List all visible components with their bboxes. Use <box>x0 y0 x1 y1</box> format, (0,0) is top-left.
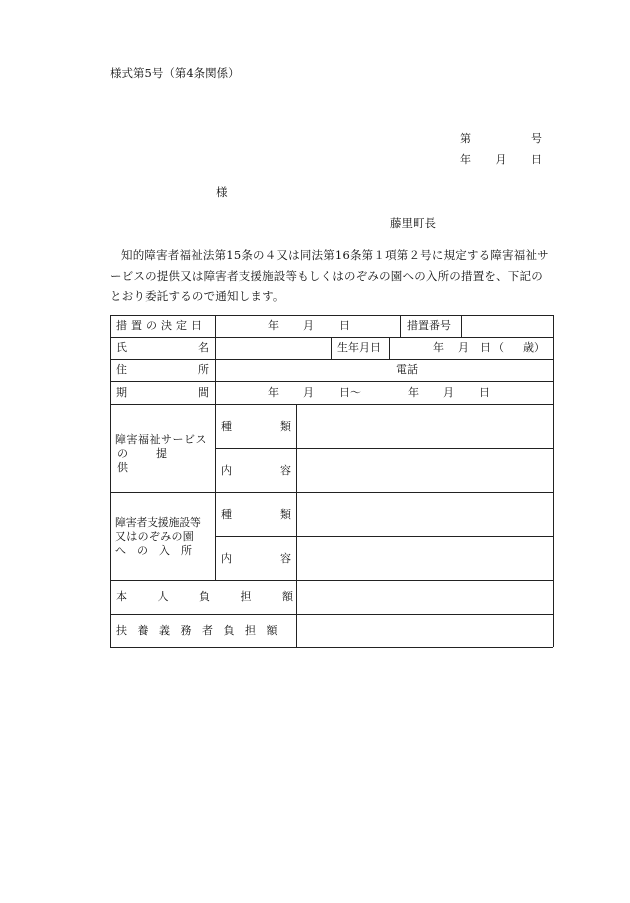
number-suffix: 号 <box>531 132 542 145</box>
table-line <box>110 580 553 581</box>
document-date <box>460 154 542 165</box>
decision-date-label: 措置の決定日 <box>116 319 206 332</box>
number-prefix: 第 <box>460 132 471 145</box>
table-line <box>110 315 111 647</box>
facility-label-line3: への入所 <box>115 544 203 557</box>
sender-name: 藤里町長 <box>390 216 436 230</box>
content-label-right: 容 <box>280 464 291 477</box>
content-label-right: 容 <box>280 552 291 565</box>
period-label-right: 間 <box>198 386 209 399</box>
period-end-year: 年 <box>408 386 419 399</box>
table-line <box>110 614 553 615</box>
table-line <box>389 337 390 359</box>
body-paragraph: 知的障害者福祉法第15条の４又は同法第16条第１項第２号に規定する障害福祉サービスの提供又は障害者支援施設等もしくはのぞみの園への入所の措置を、下記のとおり委託するので通知します。 <box>110 248 549 303</box>
table-line <box>110 381 553 382</box>
birth-month: 月 <box>458 341 469 354</box>
table-line <box>215 536 553 537</box>
table-line <box>331 337 332 359</box>
age-close: 歳） <box>523 341 545 354</box>
period-end-month: 月 <box>443 386 454 399</box>
table-line <box>110 315 553 316</box>
name-label-right: 名 <box>198 341 209 354</box>
kind-label-right: 類 <box>280 420 291 433</box>
period-start-month: 月 <box>303 386 314 399</box>
age-open: （ <box>493 341 504 354</box>
kind-label-left: 種 <box>221 420 232 433</box>
address-label-left: 住 <box>116 363 127 376</box>
period-start-year: 年 <box>268 386 279 399</box>
document-number <box>460 133 542 144</box>
table-line <box>296 404 297 647</box>
decision-date-month: 月 <box>303 319 314 332</box>
date-month: 月 <box>495 153 507 166</box>
decision-date-day: 日 <box>339 319 350 332</box>
birth-day: 日 <box>480 341 491 354</box>
period-start-day: 日～ <box>339 386 361 399</box>
kind-label-right: 類 <box>280 508 291 521</box>
table-line <box>110 492 553 493</box>
date-year: 年 <box>460 153 471 166</box>
welfare-service-label-line2: の提供 <box>117 447 195 474</box>
table-line <box>553 315 554 647</box>
table-line <box>400 315 401 337</box>
measure-number-label: 措置番号 <box>407 319 451 332</box>
welfare-service-label-line1: 障害福祉サービス <box>115 433 207 446</box>
supporter-burden-label: 扶養義務者負担額 <box>116 624 288 637</box>
table-line <box>461 315 462 337</box>
facility-label-line1: 障害者支援施設等 <box>115 516 201 529</box>
content-label-left: 内 <box>221 464 232 477</box>
period-end-day: 日 <box>479 386 490 399</box>
table-line <box>110 404 553 405</box>
decision-date-year: 年 <box>268 319 279 332</box>
kind-label-left: 種 <box>221 508 232 521</box>
period-label-left: 期 <box>116 386 127 399</box>
date-day: 日 <box>531 153 542 166</box>
form-number: 様式第5号（第4条関係） <box>110 66 240 80</box>
facility-label-line2: 又はのぞみの園 <box>115 530 195 543</box>
table-line <box>110 359 553 360</box>
self-burden-label: 本人負担額 <box>116 590 324 603</box>
content-label-left: 内 <box>221 552 232 565</box>
addressee-suffix: 様 <box>216 185 228 199</box>
birth-year: 年 <box>433 341 444 354</box>
birthdate-label: 生年月日 <box>337 341 381 354</box>
table-line <box>215 315 216 580</box>
table-line <box>110 647 553 648</box>
address-label-right: 所 <box>198 363 209 376</box>
facility-admission-label <box>115 516 213 558</box>
welfare-service-label <box>115 433 210 475</box>
phone-label: 電話 <box>396 363 418 376</box>
name-label-left: 氏 <box>116 341 127 354</box>
table-line <box>215 448 553 449</box>
